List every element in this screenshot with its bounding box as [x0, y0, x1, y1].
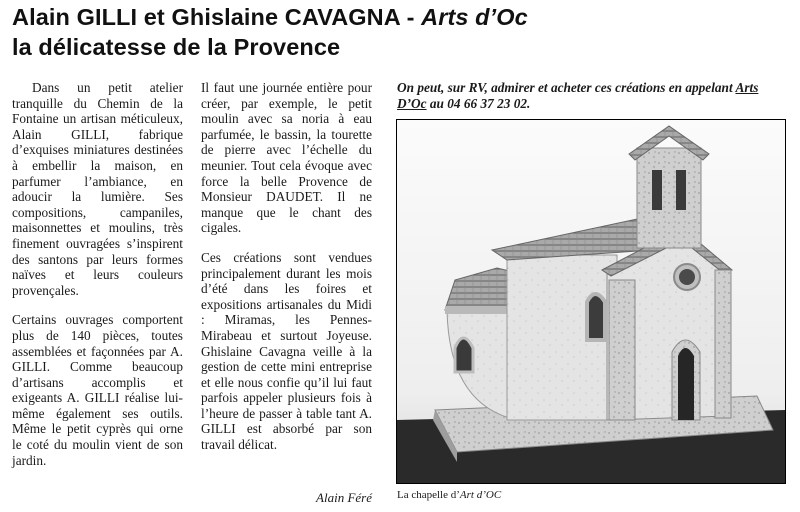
article-column-2 [201, 80, 372, 467]
author-signature: Alain Féré [316, 490, 372, 505]
chapel-illustration [397, 120, 785, 483]
title-line-2: la délicatesse de la Provence [12, 34, 341, 60]
article-title [12, 2, 528, 62]
contact-phone: au 04 66 37 23 02. [426, 95, 531, 111]
paragraph: Ces créations sont vendues principalement durant les mois d’été dans les foires et expositions artisanales du Midi : Miramas, les Pennes-Mirabeau et surtout Joyeuse. Ghislaine Cavagna veille à la gestion de cette mini entreprise et elle nous confie qu’il lui faut parfois appeler plusieurs fois à l’heure de passer à table tant A. GILLI est absorbé par son travail délicat. [201, 249, 372, 453]
article-column-1 [12, 80, 183, 482]
title-line-1 [12, 2, 528, 32]
photo-caption [397, 488, 501, 502]
chapel-photo [396, 119, 786, 484]
title-names: Alain GILLI et Ghislaine CAVAGNA - [12, 4, 422, 30]
contact-text: On peut, sur RV, admirer et acheter ces créations en appelant [397, 80, 736, 95]
caption-text: La chapelle d’ [397, 489, 460, 501]
paragraph: Certains ouvrages comportent plus de 140 pièces, toutes assemblées et façonnées par A. GILLI. Comme beaucoup d’artisans accomplis et exigeants A. GILLI réalise lui-même également ses outils. Même le petit cyprès qui orne le coté du moulin vient de son jardin. [12, 312, 183, 468]
caption-brand: Art d’OC [459, 489, 502, 501]
title-brand: Arts d’Oc [421, 4, 528, 30]
paragraph: Il faut une journée entière pour créer, par exemple, le petit moulin avec sa noria à eau parfumée, le bassin, la tourette de pierre avec l’échelle du meunier. Tout cela évoque avec force la belle Provence de Monsieur DAUDET. Il ne manque que le chant des cigales. [201, 80, 372, 236]
contact-link[interactable]: Arts D’Oc [397, 80, 759, 111]
contact-note [397, 80, 784, 111]
paragraph: Dans un petit atelier tranquille du Chemin de la Fontaine un artisan méticuleux, Alain GILLI, fabrique d’exquises miniatures destinées à embellir la maison, en parfumer l’ambiance, en adoucir la lumière. Ses compositions, campaniles, maisonnettes et moulins, très finement ouvragées s’inspirent des santons par leurs formes naïves et leurs couleurs provençales. [12, 80, 183, 298]
